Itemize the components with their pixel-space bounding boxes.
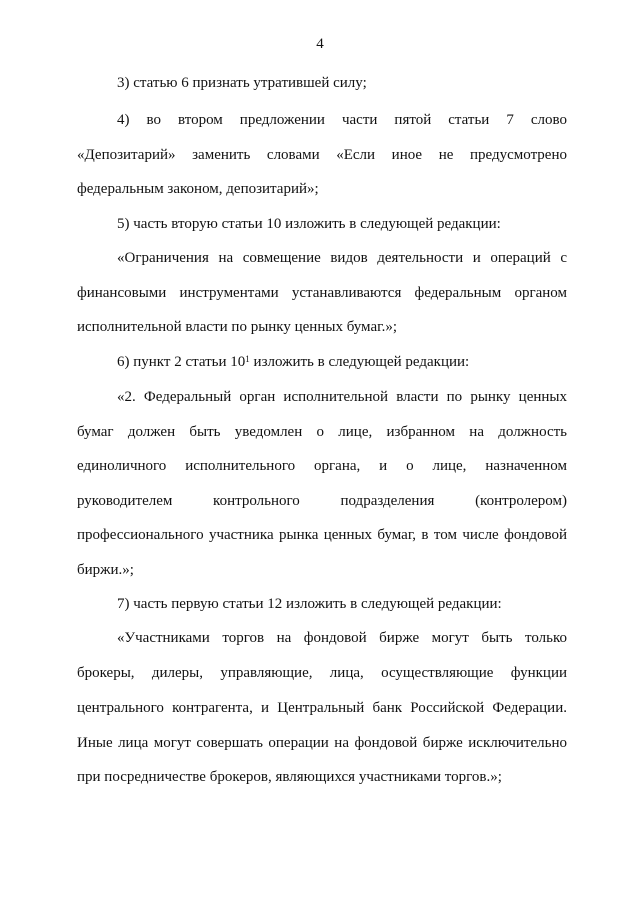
paragraph-item-5: 5) часть вторую статьи 10 изложить в следующей редакции: [117,216,501,232]
quote-item-7-line: центрального контрагента, и Центральный банк Российской Федерации. [77,700,567,716]
quote-item-7-line: «Участниками торгов на фондовой бирже могут быть только [117,630,567,646]
page-number: 4 [316,36,324,52]
paragraph-item-6 [117,352,567,372]
paragraph-item-3: 3) статью 6 признать утратившей силу; [117,75,367,91]
quote-item-7-line: при посредничестве брокеров, являющихся участниками торгов.»; [77,769,502,785]
quote-item-6-line: «2. Федеральный орган исполнительной власти по рынку ценных [117,389,567,405]
item-6-text: изложить в следующей редакции: [249,354,470,370]
paragraph-item-7: 7) часть первую статьи 12 изложить в следующей редакции: [117,596,502,612]
paragraph-item-4-line: 4) во втором предложении части пятой статьи 7 слово [117,112,567,128]
quote-item-7-line: брокеры, дилеры, управляющие, лица, осуществляющие функции [77,665,567,681]
quote-item-5-line: финансовыми инструментами устанавливаются федеральным органом [77,285,567,301]
quote-item-6-line: биржи.»; [77,562,134,578]
quote-item-6-line: бумаг должен быть уведомлен о лице, избранном на должность [77,424,567,440]
quote-item-5-line: «Ограничения на совмещение видов деятельности и операций с [117,250,567,266]
quote-item-6-line: единоличного исполнительного органа, и о лице, назначенном [77,458,567,474]
paragraph-item-4-line: «Депозитарий» заменить словами «Если иное не предусмотрено [77,147,567,163]
paragraph-item-4-line: федеральным законом, депозитарий»; [77,181,319,197]
quote-item-5-line: исполнительной власти по рынку ценных бумаг.»; [77,319,397,335]
quote-item-6-line: профессионального участника рынка ценных бумаг, в том числе фондовой [77,527,567,543]
superscript: 1 [245,354,250,364]
item-6-text: 6) пункт 2 статьи 10 [117,354,246,370]
quote-item-6-line: руководителем контрольного подразделения (контролером) [77,493,567,509]
quote-item-7-line: Иные лица могут совершать операции на фондовой бирже исключительно [77,735,567,751]
